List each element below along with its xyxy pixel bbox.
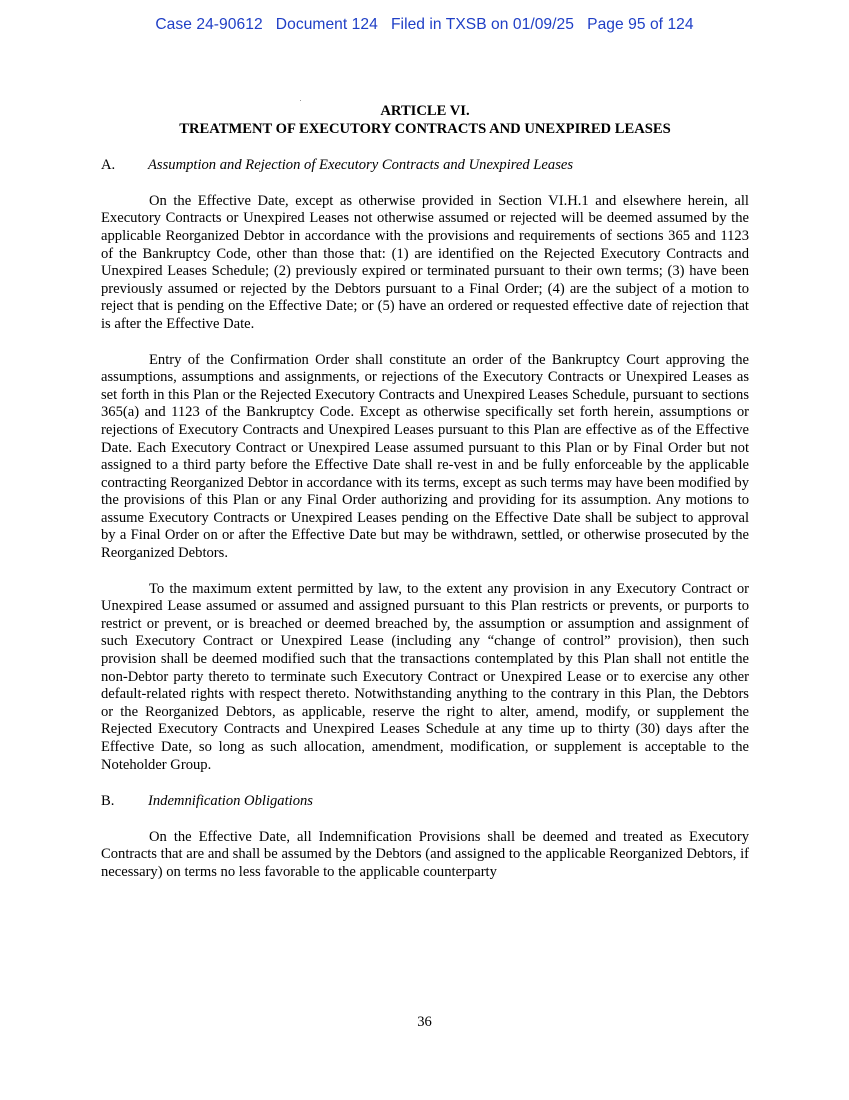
section-a-paragraph-1: On the Effective Date, except as otherwise provided in Section VI.H.1 and elsewhere herein, all Executory Contracts or Unexpired Leases not otherwise assumed or rejected will be deemed assumed by the applicable Reorganized Debtor in accordance with the provisions and requirements of sections 365 and 1123 of the Bankruptcy Code, other than those that: (1) are identified on the Rejected Executory Contracts and Unexpired Leases Schedule; (2) previously expired or terminated pursuant to their own terms; (3) have been previously assumed or rejected by the Debtors pursuant to a Final Order; (4) are the subject of a motion to reject that is pending on the Effective Date; or (5) have an ordered or requested effective date of rejection that is after the Effective Date. [101, 192, 749, 332]
section-b-letter: B. [101, 793, 115, 810]
article-title: TREATMENT OF EXECUTORY CONTRACTS AND UNEXPIRED LEASES [179, 120, 671, 137]
scan-speck [300, 100, 301, 101]
section-b-paragraph-1: On the Effective Date, all Indemnification Provisions shall be deemed and treated as Executory Contracts that are and shall be assumed by the Debtors (and assigned to the applicable Reorganized Debtors, if necessary) on terms no less favorable to the applicable counterparty [101, 828, 749, 880]
section-b-heading [101, 793, 749, 811]
page-number: 36 [417, 1014, 432, 1030]
section-a-letter: A. [101, 157, 116, 174]
section-a-heading [101, 157, 749, 175]
section-a-paragraph-3: To the maximum extent permitted by law, to the extent any provision in any Executory Contract or Unexpired Lease assumed or assumed and assigned pursuant to this Plan restricts or prevents, or purports to restrict or prevent, or is breached or deemed breached by, the assumption or assumption and assignment of such Executory Contract or Unexpired Lease (including any “change of control” provision), then such provision shall be deemed modified such that the transactions contemplated by this Plan shall not entitle the non-Debtor party thereto to terminate such Executory Contract or Unexpired Lease or to exercise any other default-related rights with respect thereto. Notwithstanding anything to the contrary in this Plan, the Debtors or the Reorganized Debtors, as applicable, reserve the right to alter, amend, modify, or supplement the Rejected Executory Contracts and Unexpired Leases Schedule at any time up to thirty (30) days after the Effective Date, so long as such allocation, amendment, modification, or supplement is acceptable to the Noteholder Group. [101, 580, 749, 773]
section-a-paragraph-2: Entry of the Confirmation Order shall constitute an order of the Bankruptcy Court approving the assumptions, assumptions and assignments, or rejections of the Executory Contracts or Unexpired Leases as set forth in this Plan or the Rejected Executory Contracts and Unexpired Leases Schedule, pursuant to sections 365(a) and 1123 of the Bankruptcy Code. Except as otherwise specifically set forth herein, assumptions or rejections of Executory Contracts and Unexpired Leases pursuant to this Plan are effective as of the Effective Date. Each Executory Contract or Unexpired Lease assumed pursuant to this Plan or by Final Order but not assigned to a third party before the Effective Date shall re-vest in and be fully enforceable by the applicable contracting Reorganized Debtor in accordance with its terms, except as such terms may have been modified by the provisions of this Plan or any Final Order authorizing and providing for its assumption. Any motions to assume Executory Contracts or Unexpired Leases pending on the Effective Date shall be subject to approval by a Final Order on or after the Effective Date but may be withdrawn, settled, or otherwise prosecuted by the Reorganized Debtors. [101, 351, 749, 562]
article-number: ARTICLE VI. [380, 103, 470, 119]
filing-header: Case 24-90612 Document 124 Filed in TXSB on 01/09/25 Page 95 of 124 [155, 16, 694, 33]
section-a-title: Assumption and Rejection of Executory Contracts and Unexpired Leases [148, 157, 574, 174]
document-body [101, 103, 749, 882]
section-b-title: Indemnification Obligations [148, 793, 313, 810]
